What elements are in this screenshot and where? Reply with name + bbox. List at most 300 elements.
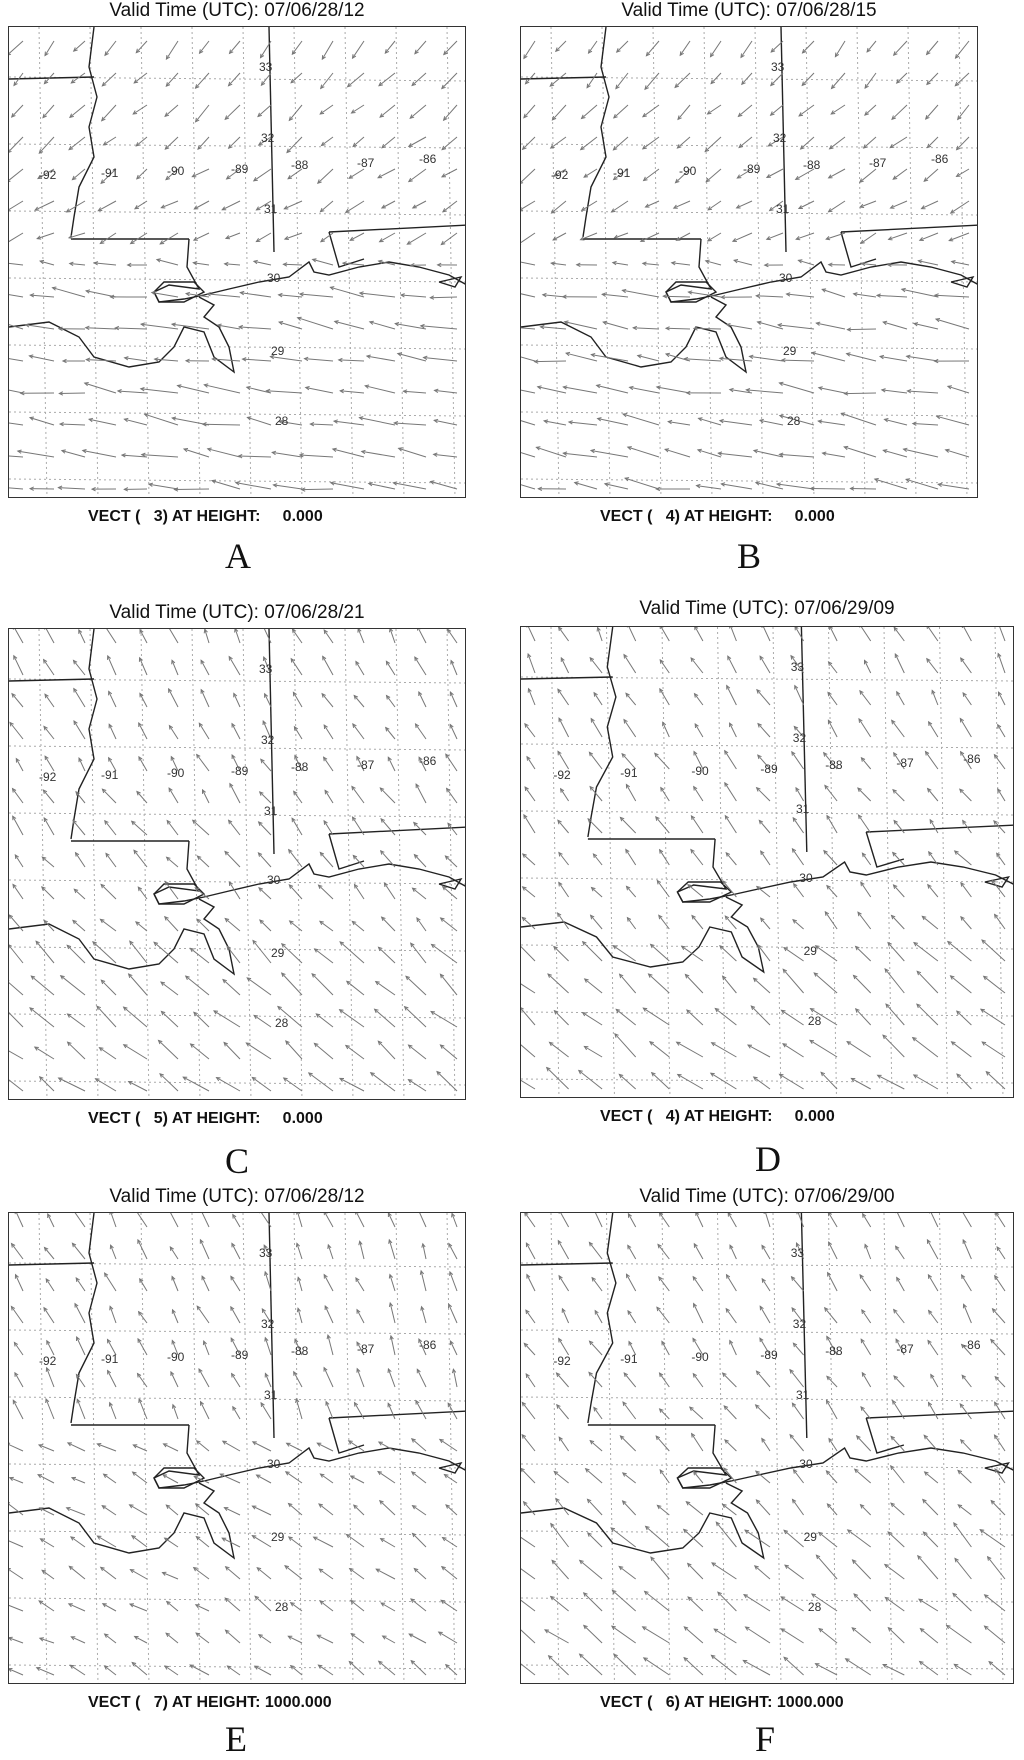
wind-vector-arrow [723,976,737,993]
wind-vector-arrow [257,1568,271,1579]
wind-vector-arrow [200,1240,209,1259]
wind-vector-arrow [928,789,938,802]
wind-vector-arrow [74,721,85,739]
wind-vector-arrow [69,1566,85,1579]
wind-vector-arrow [325,1306,333,1323]
wind-vector-arrow [67,1508,85,1516]
wind-vector-arrow [133,105,147,114]
wind-vector-arrow [149,483,178,489]
wind-vector-arrow [42,1570,54,1579]
wind-vector-arrow [261,759,271,771]
wind-vector-arrow [38,1475,54,1483]
wind-vector-arrow [141,388,178,394]
wind-vector-arrow [166,73,178,86]
latitude-label: 28 [275,1016,289,1030]
wind-vector-arrow [324,757,333,771]
longitude-label: -91 [620,1352,638,1366]
wind-vector-arrow [416,1401,426,1419]
wind-vector-arrow [100,919,116,931]
vector-height-caption: VECT ( 5) AT HEIGHT: 0.000 [88,1110,323,1128]
wind-vector-arrow [906,479,938,489]
wind-vector-arrow [862,1310,871,1323]
wind-vector-arrow [434,453,457,457]
wind-vector-arrow [72,1477,85,1483]
wind-vector-arrow [958,105,969,119]
wind-vector-arrow [72,1243,85,1259]
longitude-label: -87 [896,756,914,770]
wind-vector-arrow [616,73,628,89]
wind-vector-arrow [865,105,876,115]
wind-vector-arrow [197,1441,209,1451]
wind-vector-arrow [946,449,969,457]
wind-vector-arrow [575,482,597,489]
wind-vector-arrow [816,322,845,329]
wind-vector-arrow [623,1402,636,1419]
wind-vector-arrow [928,1275,938,1291]
wind-vector-arrow [730,627,737,641]
wind-vector-arrow [557,1373,569,1387]
wind-vector-arrow [196,1537,209,1547]
wind-vector-arrow [408,1080,426,1091]
wind-vector-arrow [101,980,116,995]
wind-vector-arrow [218,324,240,329]
wind-vector-arrow [352,921,364,931]
wind-vector-arrow [708,201,721,210]
wind-vector-arrow [754,450,783,457]
wind-vector-arrow [947,1625,972,1643]
wind-vector-arrow [197,1306,209,1323]
wind-vector-arrow [725,816,736,833]
wind-vector-arrow [70,1665,85,1675]
wind-vector-arrow [285,1566,302,1579]
wind-vector-arrow [923,1532,938,1547]
wind-vector-arrow [130,1505,148,1515]
latitude-label: 33 [259,1246,273,1260]
wind-vector-arrow [980,1530,1005,1547]
wind-vector-arrow [612,201,629,212]
wind-vector-arrow [551,262,566,266]
wind-vector-arrow [163,1572,179,1579]
wind-vector-arrow [913,422,938,426]
wind-vector-arrow [862,262,876,266]
wind-vector-arrow [995,1402,1005,1419]
wind-vector-arrow [422,1244,426,1259]
wind-vector-arrow [875,479,907,490]
wind-vector-arrow [444,105,457,120]
wind-vector-arrow [378,169,395,178]
wind-vector-arrow [294,791,302,803]
wind-vector-arrow [856,1009,871,1025]
wind-vector-arrow [880,355,907,361]
wind-vector-arrow [247,978,271,995]
wind-vector-arrow [535,360,566,364]
wind-vector-arrow [888,263,907,267]
wind-vector-arrow [823,452,846,457]
longitude-label: -88 [291,760,309,774]
wind-vector-arrow [861,1505,871,1515]
wind-vector-arrow [9,41,23,55]
wind-vector-arrow [692,1434,703,1451]
wind-vector-arrow [558,820,569,833]
wind-vector-arrow [292,41,302,54]
wind-vector-arrow [963,1304,971,1323]
wind-vector-arrow [625,478,659,489]
wind-vectors [521,627,1005,1089]
wind-vector-arrow [538,386,566,393]
wind-vector-arrow [854,1594,871,1611]
wind-vector-arrow [559,1437,568,1451]
vector-height-caption: VECT ( 3) AT HEIGHT: 0.000 [88,508,323,526]
wind-vector-arrow [793,920,804,929]
wind-vector-arrow [309,1073,333,1091]
wind-vector-arrow [666,327,690,330]
wind-vector-arrow [929,1403,938,1420]
wind-vector-arrow [319,1569,333,1579]
wind-vector-arrow [525,787,535,801]
wind-vector-arrow [614,1654,636,1675]
wind-vector-arrow [58,486,85,490]
latitude-label: 30 [267,873,281,887]
wind-vector-arrow [138,1339,147,1355]
wind-vector-arrow [191,1044,210,1059]
wind-vector-arrow [931,1375,938,1388]
wind-vector-arrow [854,975,871,993]
wind-vector-arrow [85,383,116,394]
wind-vector-arrow [186,976,209,995]
wind-vector-arrow [30,1008,54,1027]
wind-vector-map [520,26,978,498]
wind-vector-arrow [369,483,395,490]
longitude-label: -90 [679,164,697,178]
wind-vector-arrow [957,1074,971,1089]
wind-vector-arrow [351,1476,364,1483]
wind-vector-arrow [161,982,178,995]
wind-vector-arrow [810,1040,837,1057]
wind-vector-arrow [723,1504,737,1515]
wind-vector-arrow [324,1213,333,1227]
wind-vector-arrow [29,355,54,361]
wind-vector-arrow [69,1604,85,1611]
longitude-label: -87 [357,1342,375,1356]
wind-vector-arrow [762,1439,770,1452]
wind-vector-arrow [15,855,23,867]
wind-vector-arrow [623,414,659,426]
wind-vector-arrow [897,692,905,705]
wind-vector-arrow [687,1010,703,1025]
wind-vector-arrow [559,718,569,737]
wind-vector-arrow [347,981,364,995]
wind-vector-arrow [105,1273,116,1291]
wind-vector-arrow [105,1634,116,1643]
wind-vector-arrow [331,482,364,489]
wind-vector-arrow [297,1213,302,1227]
wind-vector-arrow [528,689,535,705]
wind-vector-arrow [559,882,569,897]
wind-vector-arrow [913,1038,938,1057]
wind-vector-arrow [594,693,602,705]
wind-vector-arrow [170,1247,178,1259]
wind-vector-arrow [830,627,838,641]
wind-vector-arrow [827,1504,837,1515]
map-canvas [9,629,466,1100]
wind-vector-arrow [521,1041,535,1057]
wind-vector-arrow [886,1004,904,1025]
longitude-label: -91 [101,166,119,180]
wind-vector-arrow [10,1477,23,1483]
panel-letter: A [225,535,251,577]
wind-vector-arrow [891,1503,904,1515]
wind-vector-arrow [398,353,426,361]
wind-vector-arrow [922,916,938,929]
wind-vector-arrow [385,41,395,53]
wind-vector-arrow [620,817,635,833]
wind-vector-arrow [853,1560,871,1579]
wind-vector-arrow [860,1275,871,1291]
wind-vector-arrow [559,1213,569,1227]
wind-vector-arrow [952,261,969,266]
wind-vector-arrow [12,694,23,707]
wind-vector-arrow [955,1558,971,1579]
wind-vector-arrow [694,1472,703,1484]
wind-vector-arrow [441,233,457,245]
longitude-label: -90 [167,164,185,178]
wind-vector-arrow [172,660,178,675]
wind-vector-arrow [892,105,907,119]
wind-vector-arrow [952,1042,972,1057]
latitude-label: 29 [271,344,285,358]
wind-vector-arrow [521,260,535,265]
wind-vector-arrow [136,137,147,146]
wind-vector-arrow [190,948,209,963]
wind-vector-arrow [104,137,117,145]
wind-vector-arrow [691,816,703,833]
wind-vector-arrow [411,1599,426,1611]
longitude-label: -87 [357,758,375,772]
wind-vector-arrow [864,137,876,148]
wind-vector-arrow [765,263,783,266]
valid-time-title: Valid Time (UTC): 07/06/28/15 [520,0,978,22]
wind-vector-arrow [521,450,535,457]
wind-vector-arrow [550,1042,569,1057]
wind-vector-arrow [254,1015,271,1027]
wind-vector-arrow [684,1627,703,1643]
wind-vector-arrow [589,41,598,53]
vector-height-caption: VECT ( 7) AT HEIGHT: 1000.000 [88,1694,332,1712]
longitude-label: -90 [167,1350,185,1364]
wind-vector-arrow [10,723,23,740]
wind-vector-arrow [594,1407,602,1419]
wind-vector-arrow [892,915,905,929]
wind-vector-arrow [196,1605,209,1611]
wind-vector-arrow [991,1501,1005,1515]
wind-vector-arrow [951,976,972,993]
wind-vector-arrow [902,288,938,297]
wind-vector-arrow [633,326,659,329]
wind-vector-arrow [411,1661,426,1675]
wind-vector-arrow [236,482,271,489]
wind-vector-arrow [914,943,938,961]
wind-vector-arrow [9,319,23,329]
wind-vector-arrow [401,294,426,298]
wind-vector-arrow [353,724,364,739]
wind-vector-arrow [848,1530,871,1547]
wind-vector-arrow [130,1570,147,1579]
wind-vector-arrow [346,1045,364,1059]
wind-vector-arrow [39,1445,54,1451]
wind-vector-arrow [172,1310,178,1323]
longitude-label: -92 [39,1354,57,1368]
wind-vector-arrow [997,853,1005,865]
wind-vector-arrow [142,453,178,457]
wind-vector-arrow [563,386,597,393]
wind-vector-arrow [803,41,815,53]
wind-vector-arrow [379,947,396,963]
wind-vector-arrow [302,488,333,492]
wind-vector-arrow [451,661,457,675]
wind-vector-arrow [623,1501,636,1515]
wind-vector-arrow [960,789,972,801]
wind-vector-arrow [223,980,240,996]
wind-vector-arrow [9,1074,23,1091]
wind-vector-arrow [139,658,147,675]
wind-vector-arrow [349,169,364,178]
wind-vector-arrow [59,327,85,331]
wind-vector-arrow [721,483,752,489]
wind-vector-arrow [692,916,703,930]
wind-vector-arrow [13,816,23,835]
wind-vector-arrow [613,137,628,150]
wind-vector-arrow [167,857,178,867]
wind-vector-arrow [89,418,116,425]
wind-vector-arrow [102,105,116,121]
wind-vector-arrow [862,1373,870,1387]
wind-vector-arrow [130,1604,147,1611]
wind-vector-arrow [442,169,457,177]
wind-vector-arrow [677,1042,703,1057]
wind-vector-arrow [35,201,54,210]
wind-vector-arrow [318,169,333,183]
wind-vector-arrow [626,693,636,705]
wind-vector-arrow [850,487,876,491]
wind-vector-arrow [552,1560,569,1579]
wind-vector-arrow [995,1377,1005,1387]
wind-vector-arrow [232,1243,240,1259]
wind-vector-arrow [998,654,1005,673]
wind-vector-arrow [412,1439,426,1451]
wind-vector-arrow [381,1539,395,1547]
wind-vector-arrow [432,944,458,963]
wind-vector-arrow [523,887,535,897]
graticule-labels [551,60,949,428]
wind-vector-arrow [885,969,904,993]
wind-vector-arrow [593,1213,602,1227]
longitude-label: -86 [419,1338,437,1352]
wind-vector-arrow [313,259,333,265]
wind-vector-arrow [794,884,804,897]
wind-vector-arrow [265,1374,271,1388]
wind-vectors [9,1213,457,1675]
wind-vector-arrow [995,1435,1006,1451]
wind-vector-arrow [9,486,23,490]
wind-vector-arrow [233,1215,240,1227]
wind-vector-arrow [801,137,814,149]
wind-vector-arrow [169,689,178,707]
wind-vector-arrow [296,1243,302,1259]
wind-vector-arrow [778,324,814,330]
wind-vector-arrow [660,660,669,673]
wind-vector-arrow [628,447,659,457]
valid-time-title: Valid Time (UTC): 07/06/28/12 [8,1186,466,1208]
latitude-label: 32 [793,1317,807,1331]
wind-vector-arrow [359,417,395,425]
wind-vector-arrow [12,105,23,117]
wind-vector-arrow [104,629,116,643]
wind-vector-arrow [12,1244,24,1259]
wind-vector-arrow [9,169,23,182]
wind-vector-arrow [300,454,333,458]
wind-vector-arrow [384,883,395,899]
wind-vector-arrow [413,1506,427,1515]
wind-vector-arrow [721,296,752,299]
wind-vector-arrow [622,289,659,297]
wind-vector-arrow [927,659,938,673]
wind-vector-arrow [767,233,783,240]
wind-vector-arrow [917,971,938,993]
wind-vector-arrow [193,262,209,266]
wind-vector-arrow [582,105,598,119]
wind-vector-arrow [227,1666,240,1675]
wind-vector-arrow [289,1537,302,1547]
wind-vector-arrow [388,1369,395,1387]
wind-vector-arrow [414,1569,426,1580]
wind-vector-arrow [252,1536,271,1547]
wind-vector-arrow [355,885,365,899]
coastline-and-borders [9,629,466,974]
wind-vector-arrow [726,853,736,865]
wind-vectors [521,41,969,491]
latitude-label: 28 [275,414,289,428]
wind-vector-arrow [282,973,302,995]
wind-vector-arrow [521,387,535,393]
wind-vector-arrow [521,288,535,297]
wind-vector-arrow [376,1569,395,1579]
wind-vector-arrow [835,41,845,57]
wind-vector-arrow [196,73,210,88]
wind-vector-arrow [889,233,907,240]
wind-vector-arrow [557,1405,569,1419]
wind-vector-arrow [43,105,54,118]
wind-vector-arrow [547,1068,569,1090]
wind-vector-arrow [413,201,426,208]
wind-vector-arrow [708,233,721,241]
wind-vector-arrow [431,481,458,489]
wind-vector-arrow [953,1593,971,1611]
map-canvas [521,27,978,498]
latitude-label: 28 [787,414,801,428]
wind-vector-arrow [665,449,690,457]
wind-vector-arrow [291,659,302,675]
wind-vector-arrow [894,885,905,897]
wind-vector-arrow [888,943,904,961]
wind-vector-arrow [226,1630,241,1643]
latitude-label: 31 [264,804,278,818]
wind-vector-arrow [104,1474,116,1483]
wind-vector-arrow [577,263,597,267]
wind-vector-arrow [380,1501,395,1515]
wind-vector-arrow [224,1043,240,1060]
longitude-label: -86 [419,152,437,166]
wind-vector-arrow [893,790,904,801]
